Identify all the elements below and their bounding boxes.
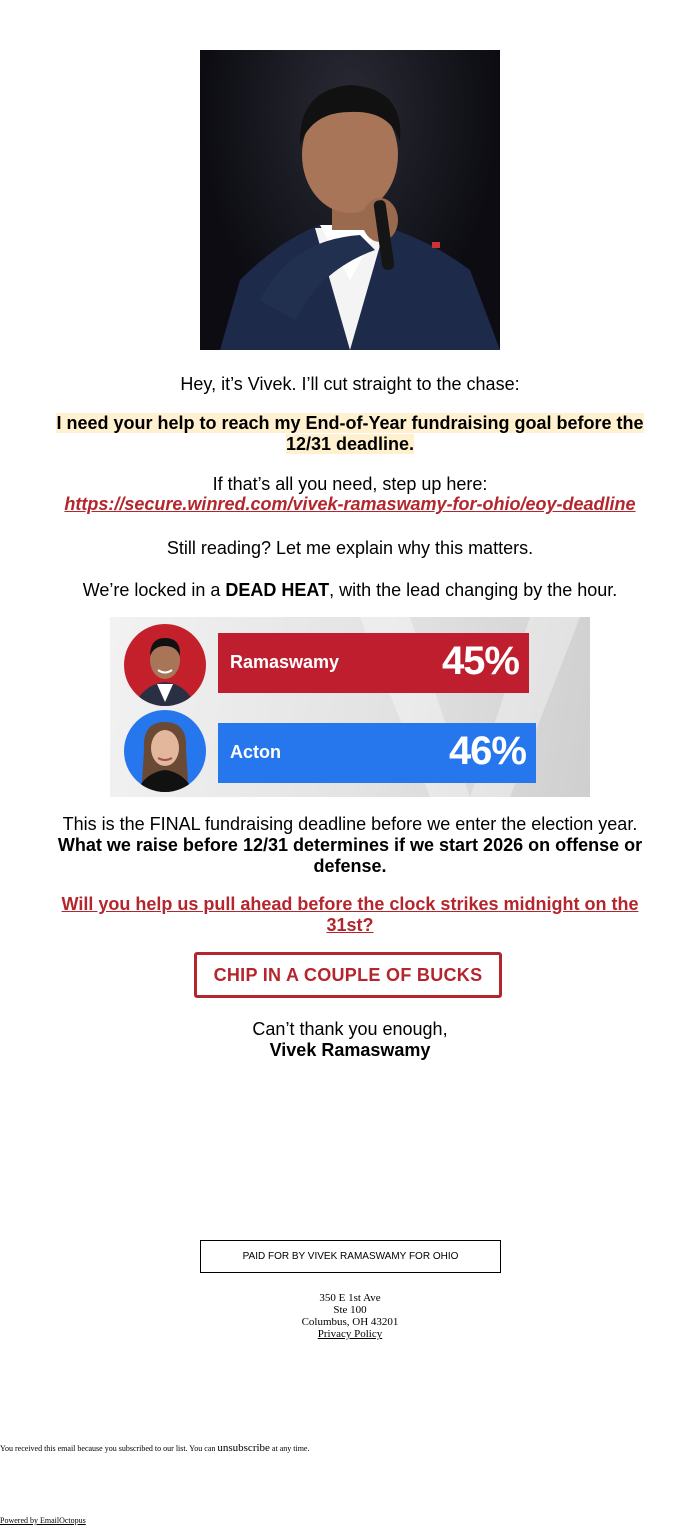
powered-by-link[interactable]: Powered by EmailOctopus: [0, 1516, 86, 1525]
help-link[interactable]: Will you help us pull ahead before the clock strikes midnight on the 31st?: [61, 894, 639, 935]
intro-text: Hey, it’s Vivek. I’ll cut straight to the chase:: [180, 374, 520, 394]
ramaswamy-percent: 45%: [441, 639, 519, 683]
signature: Vivek Ramaswamy: [269, 1040, 431, 1060]
dead-heat-post: , with the lead changing by the hour.: [329, 580, 618, 600]
address-line-2: Ste 100: [333, 1304, 367, 1316]
ramaswamy-name: Ramaswamy: [230, 652, 340, 672]
donate-link-row: [20, 494, 680, 515]
dead-heat-bold: DEAD HEAT: [225, 580, 330, 600]
goal-highlight: I need your help to reach my End-of-Year fundraising goal before the 12/31 deadline.: [56, 413, 644, 454]
paid-for-box: PAID FOR BY VIVEK RAMASWAMY FOR OHIO: [200, 1240, 501, 1273]
footer-address: [200, 1292, 500, 1340]
acton-name: Acton: [230, 742, 281, 762]
acton-percent: 46%: [448, 729, 526, 773]
unsub-pre: You received this email because you subscribed to our list. You can: [0, 1444, 218, 1453]
dead-heat-text: [40, 580, 660, 601]
hero-photo: [200, 50, 500, 350]
dead-heat-pre: We’re locked in a: [82, 580, 226, 600]
address-line-1: 350 E 1st Ave: [319, 1292, 381, 1304]
final-pre: This is the FINAL fundraising deadline before we enter the election year.: [62, 814, 638, 834]
final-deadline-text: [40, 814, 660, 877]
privacy-policy-link[interactable]: Privacy Policy: [317, 1328, 383, 1340]
unsubscribe-notice: [0, 1442, 309, 1454]
donate-link[interactable]: https://secure.winred.com/vivek-ramaswamy-for-ohio/eoy-deadline: [64, 494, 636, 514]
ramaswamy-avatar: [124, 624, 206, 706]
signoff-text: Can’t thank you enough,: [252, 1019, 448, 1039]
step-up-text: If that’s all you need, step up here:: [212, 474, 488, 494]
address-line-3: Columbus, OH 43201: [301, 1316, 399, 1328]
poll-graphic: [110, 617, 590, 797]
acton-bar: [218, 723, 536, 783]
final-bold: What we raise before 12/31 determines if we start 2026 on offense or defense.: [57, 835, 643, 876]
still-reading-text: Still reading? Let me explain why this matters.: [166, 538, 534, 558]
unsubscribe-link[interactable]: unsubscribe: [217, 1442, 270, 1454]
unsub-post: at any time.: [269, 1444, 310, 1453]
goal-text: [40, 413, 660, 455]
chip-in-button[interactable]: CHIP IN A COUPLE OF BUCKS: [194, 952, 502, 998]
acton-avatar: [124, 710, 206, 792]
ramaswamy-bar: [218, 633, 529, 693]
help-link-row: [40, 894, 660, 936]
